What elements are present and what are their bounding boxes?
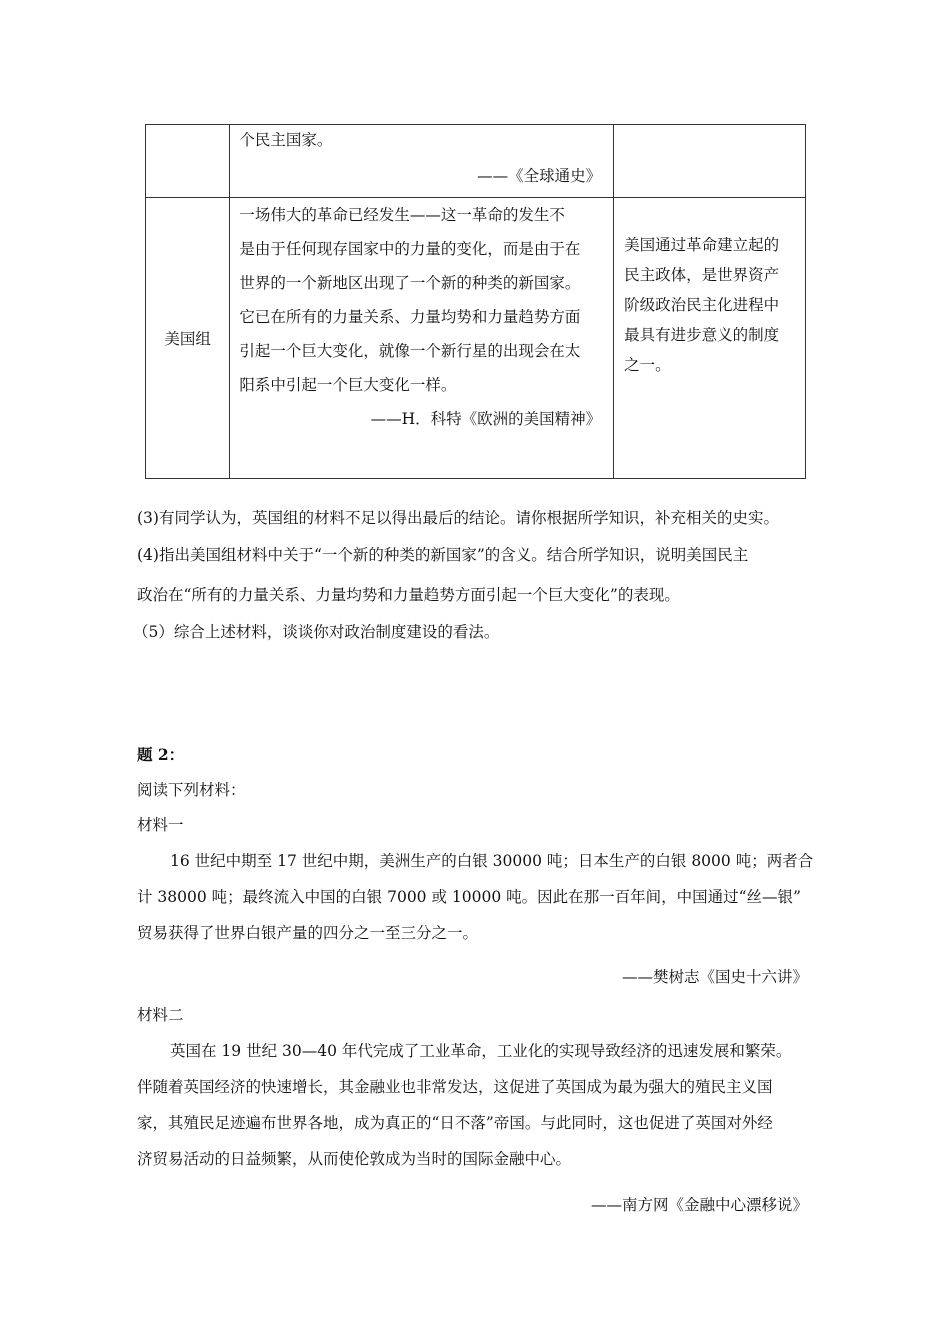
material-1-line: 16 世纪中期至 17 世纪中期，美洲生产的白银 30000 吨；日本生产的白银 8000 吨；两者合 <box>170 852 814 870</box>
material-line: 一场伟大的革命已经发生——这一革命的发生不 <box>239 206 565 224</box>
material-line: 阳系中引起一个巨大变化一样。 <box>239 376 457 394</box>
material-2-line: 济贸易活动的日益频繁，从而使伦敦成为当时的国际金融中心。 <box>137 1150 572 1168</box>
material-2-source: ——南方网《金融中心漂移说》 <box>590 1196 808 1214</box>
conclusion-cell <box>614 198 806 479</box>
material-2-line: 家，其殖民足迹遍布世界各地，成为真正的“日不落”帝国。与此同时，这也促进了英国对外经 <box>137 1114 773 1132</box>
materials-table <box>145 124 806 479</box>
group-cell <box>146 125 230 198</box>
material-source: ——H．科特《欧洲的美国精神》 <box>370 410 602 428</box>
question-5: （5）综合上述材料，谈谈你对政治制度建设的看法。 <box>133 623 500 641</box>
material-line: 是由于任何现存国家中的力量的变化，而是由于在 <box>239 240 581 258</box>
material-1-line: 计 38000 吨；最终流入中国的白银 7000 或 10000 吨。因此在那一百年间，中国通过“丝—银” <box>137 888 801 906</box>
question-4-line2: 政治在“所有的力量关系、力量均势和力量趋势方面引起一个巨大变化”的表现。 <box>137 586 680 604</box>
conclusion-line: 民主政体，是世界资产 <box>624 266 780 284</box>
material-2-line: 伴随着英国经济的快速增长，其金融业也非常发达，这促进了英国成为最为强大的殖民主义国 <box>137 1078 773 1096</box>
conclusion-line: 美国通过革命建立起的 <box>624 236 780 254</box>
material-1-line: 贸易获得了世界白银产量的四分之一至三分之一。 <box>137 924 479 942</box>
material-line: 它已在所有的力量关系、力量均势和力量趋势方面 <box>239 308 581 326</box>
conclusion-line: 阶级政治民主化进程中 <box>624 296 780 314</box>
material-1-source: ——樊树志《国史十六讲》 <box>621 968 808 986</box>
problem-2-title: 题 2： <box>137 745 185 764</box>
material-cell <box>230 198 614 479</box>
question-4-line1: (4)指出美国组材料中关于“一个新的种类的新国家”的含义。结合所学知识，说明美国民主 <box>137 546 749 564</box>
table-row <box>146 125 806 198</box>
material-2-label: 材料二 <box>137 1006 184 1024</box>
conclusion-line: 最具有进步意义的制度 <box>624 326 780 344</box>
material-1-label: 材料一 <box>137 816 184 834</box>
material-source: ——《全球通史》 <box>477 167 602 185</box>
group-cell: 美国组 <box>146 198 230 479</box>
question-3: (3)有同学认为，英国组的材料不足以得出最后的结论。请你根据所学知识，补充相关的史实。 <box>137 509 779 527</box>
conclusion-cell <box>614 125 806 198</box>
material-2-line: 英国在 19 世纪 30—40 年代完成了工业革命，工业化的实现导致经济的迅速发展和繁荣。 <box>170 1042 792 1060</box>
material-line: 世界的一个新地区出现了一个新的种类的新国家。 <box>239 274 581 292</box>
problem-2-instruction: 阅读下列材料： <box>137 781 246 799</box>
material-cell <box>230 125 614 198</box>
table-row <box>146 198 806 479</box>
material-line: 个民主国家。 <box>239 131 333 149</box>
conclusion-line: 之一。 <box>624 356 671 374</box>
material-line: 引起一个巨大变化，就像一个新行星的出现会在太 <box>239 342 581 360</box>
